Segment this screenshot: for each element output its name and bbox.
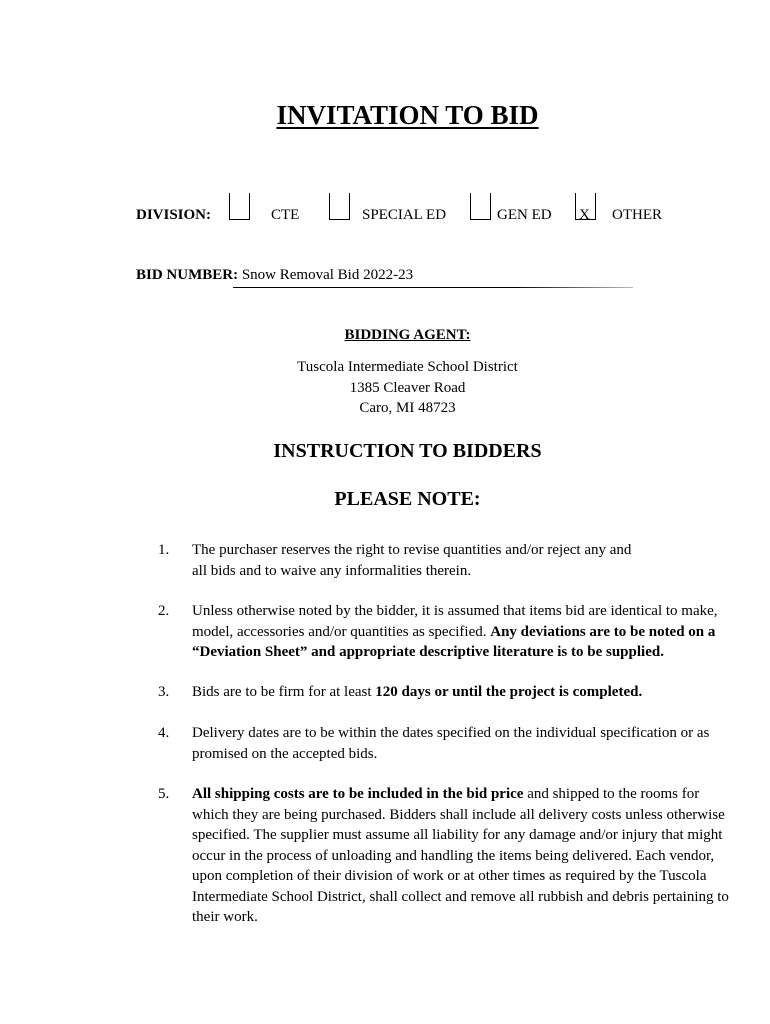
- option-other-label: OTHER: [612, 207, 662, 223]
- list-item-text: Delivery dates are to be within the dates specified on the individual specification or as promised on the accepted bids.: [192, 725, 710, 762]
- list-item-text: all bids and to waive any informalities therein.: [192, 562, 472, 579]
- list-item-number: 2.: [158, 603, 170, 619]
- bidding-agent-address: [0, 357, 770, 419]
- agent-city: Caro, MI 48723: [359, 400, 456, 416]
- option-cte-label: CTE: [271, 207, 300, 223]
- checkbox-gen-ed[interactable]: [470, 193, 491, 220]
- list-item-bold-text: All shipping costs are to be included in the bid price: [192, 786, 524, 802]
- division-label: DIVISION:: [136, 207, 212, 223]
- document-title: INVITATION TO BID: [276, 100, 539, 130]
- bidding-agent-heading: BIDDING AGENT:: [344, 327, 471, 343]
- list-item-number: 5.: [158, 786, 170, 802]
- instructions-heading: INSTRUCTION TO BIDDERS: [273, 440, 542, 462]
- option-special-ed-label: SPECIAL ED: [362, 207, 447, 223]
- list-item-number: 3.: [158, 684, 170, 700]
- list-item-number: 4.: [158, 725, 170, 741]
- list-item-number: 1.: [158, 542, 170, 558]
- division-row: [136, 193, 736, 223]
- list-item-text: Unless otherwise noted by the bidder, it is assumed that items bid are identical to make, model, accessories and/or quantities as specified.: [192, 603, 718, 640]
- bid-number-underline: [233, 287, 633, 288]
- bid-number-value: Snow Removal Bid 2022-23: [241, 267, 414, 283]
- list-item-bold-text: Any deviations are to be noted on a “Deviation Sheet” and appropriate descriptive literature is to be supplied.: [192, 623, 716, 660]
- bid-number-label: BID NUMBER:: [136, 267, 239, 283]
- agent-name: Tuscola Intermediate School District: [297, 359, 518, 375]
- bid-number-row: [136, 267, 413, 284]
- list-item-bold-text: 120 days or until the project is completed.: [375, 684, 643, 700]
- agent-street: 1385 Cleaver Road: [349, 379, 466, 396]
- option-gen-ed-label: GEN ED: [497, 207, 552, 223]
- list-item-text: Bids are to be firm for at least: [192, 684, 372, 700]
- list-item-text: The purchaser reserves the right to revise quantities and/or reject any and: [192, 542, 632, 558]
- please-note-heading: PLEASE NOTE:: [334, 488, 481, 510]
- checkbox-cte[interactable]: [229, 193, 250, 220]
- checkbox-special-ed[interactable]: [329, 193, 350, 220]
- list-item-text: and shipped to the rooms for which they are being purchased. Bidders shall include all delivery costs unless otherwise specified. The supplier must assume all liability for any damage and/or injury that might occur in the process of unloading and handling the items being delivered. Each vendor, upon completion of their division of work or at other times as required by the Tuscola Intermediate School District, shall collect and remove all rubbish and debris pertaining to their work.: [192, 786, 729, 925]
- checkbox-other-mark: X: [579, 207, 590, 223]
